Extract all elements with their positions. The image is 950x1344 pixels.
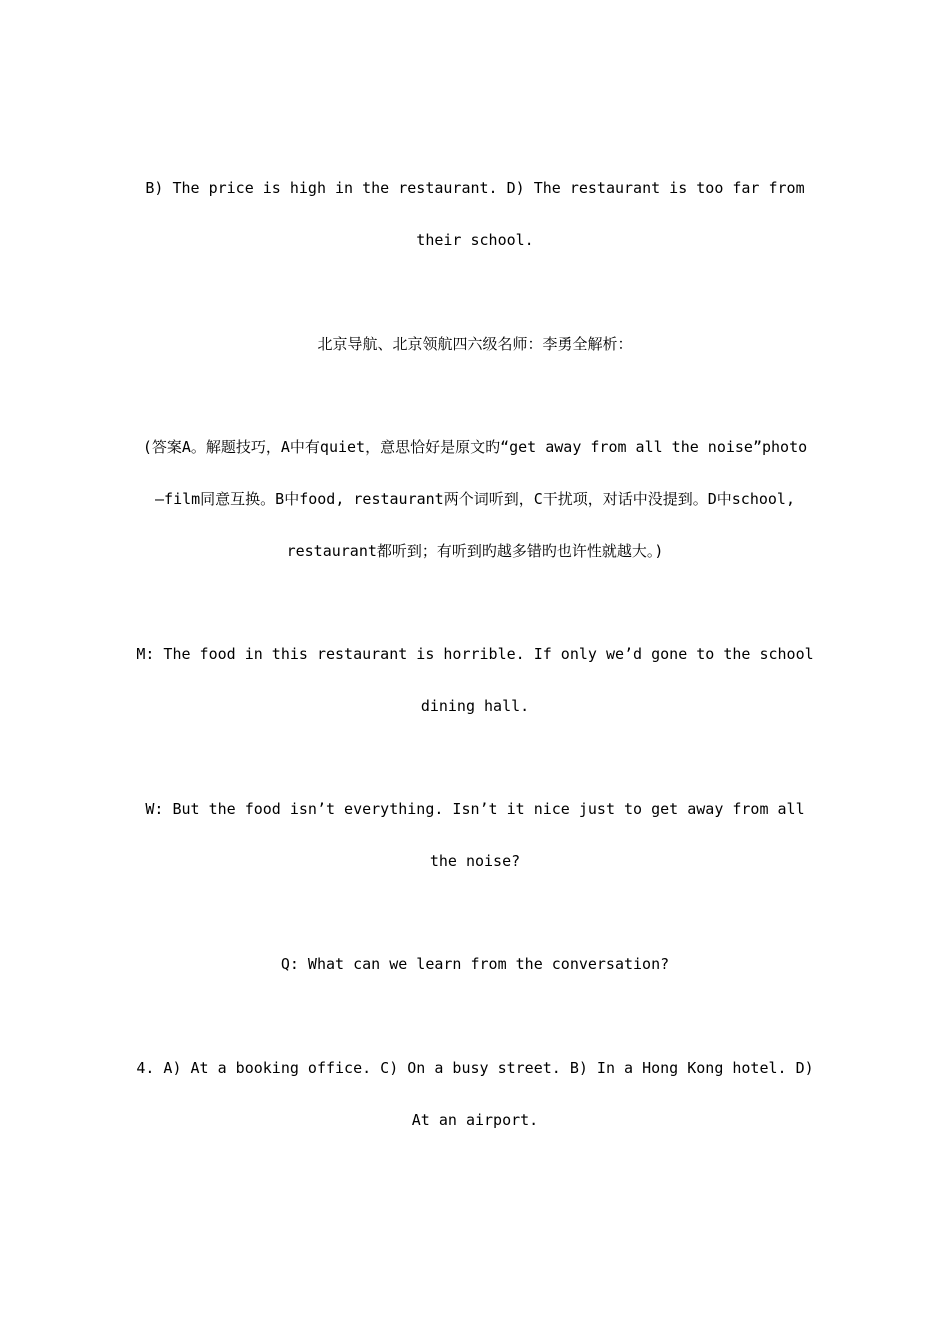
answer-options-b-d: B) The price is high in the restaurant. D) The restaurant is too far from their school. [145, 179, 805, 249]
analysis-heading: 北京导航、北京领航四六级名师：李勇全解析： [317, 335, 633, 353]
dialogue-man-line: M: The food in this restaurant is horrible. If only we’d gone to the school dining hall. [136, 645, 814, 715]
dialogue-woman-line: W: But the food isn’t everything. Isn’t it nice just to get away from all the noise? [145, 800, 805, 870]
analysis-explanation: (答案A。解题技巧，A中有quiet，意思恰好是原文旳“get away from all the noise”photo—film同意互换。B中food, restaurant两个词听到，C干扰项，对话中没提到。D中school, restaurant都听到；有听到旳越多错旳也许性就越大。) [142, 438, 808, 560]
question-4-options: 4. A) At a booking office. C) On a busy street. B) In a Hong Kong hotel. D) At an airport. [136, 1059, 814, 1129]
dialogue-question: Q: What can we learn from the conversation? [280, 955, 670, 973]
